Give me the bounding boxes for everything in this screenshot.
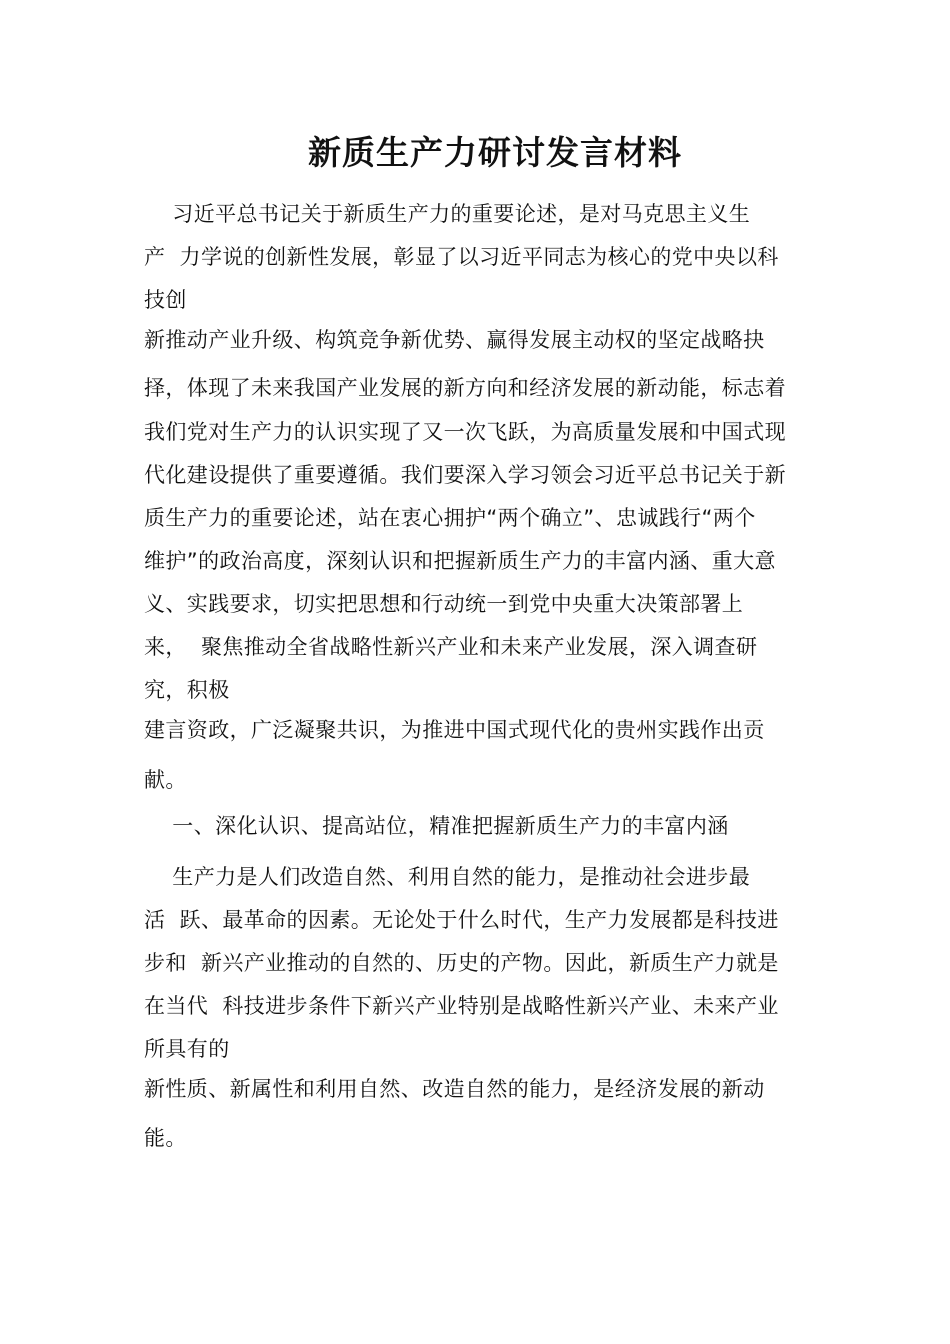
text-line: 建言资政，广泛凝聚共识，为推进中国式现代化的贵州实践作出贡: [144, 718, 765, 742]
text-line: 究，积极: [144, 678, 230, 702]
text-line: 献。: [144, 768, 187, 792]
text-line: 来， 聚焦推动全省战略性新兴产业和未来产业发展，深入调查研: [144, 635, 758, 659]
section-heading: 一、深化认识、提高站位，精准把握新质生产力的丰富内涵: [144, 814, 729, 838]
text-line: 新性质、新属性和利用自然、改造自然的能力，是经济发展的新动: [144, 1077, 765, 1101]
text-line: 活 跃、最革命的因素。无论处于什么时代，生产力发展都是科技进: [144, 908, 779, 932]
text-line: 技创: [144, 288, 187, 312]
text-line: 择，体现了未来我国产业发展的新方向和经济发展的新动能，标志着: [144, 376, 786, 400]
text-line: 质生产力的重要论述，站在衷心拥护“两个确立”、忠诚践行“两个: [144, 506, 756, 530]
text-line: 习近平总书记关于新质生产力的重要论述，是对马克思主义生: [144, 202, 751, 226]
text-line: 代化建设提供了重要遵循。我们要深入学习领会习近平总书记关于新: [144, 463, 786, 487]
text-line: 在当代 科技进步条件下新兴产业特别是战略性新兴产业、未来产业: [144, 994, 779, 1018]
text-line: 我们党对生产力的认识实现了又一次飞跃，为高质量发展和中国式现: [144, 420, 786, 444]
text-line: 产 力学说的创新性发展，彰显了以习近平同志为核心的党中央以科: [144, 245, 779, 269]
text-line: 能。: [144, 1126, 187, 1150]
document-title: 新质生产力研讨发言材料: [308, 133, 682, 172]
text-line: 义、实践要求，切实把思想和行动统一到党中央重大决策部署上: [144, 592, 744, 616]
text-line: 步和 新兴产业推动的自然的、历史的产物。因此，新质生产力就是: [144, 951, 779, 975]
text-line: 新推动产业升级、构筑竞争新优势、赢得发展主动权的坚定战略抉: [144, 328, 765, 352]
text-line: 所具有的: [144, 1037, 230, 1061]
text-line: 生产力是人们改造自然、利用自然的能力，是推动社会进步最: [144, 865, 751, 889]
text-line: 维护”的政治高度，深刻认识和把握新质生产力的丰富内涵、重大意: [144, 549, 776, 573]
